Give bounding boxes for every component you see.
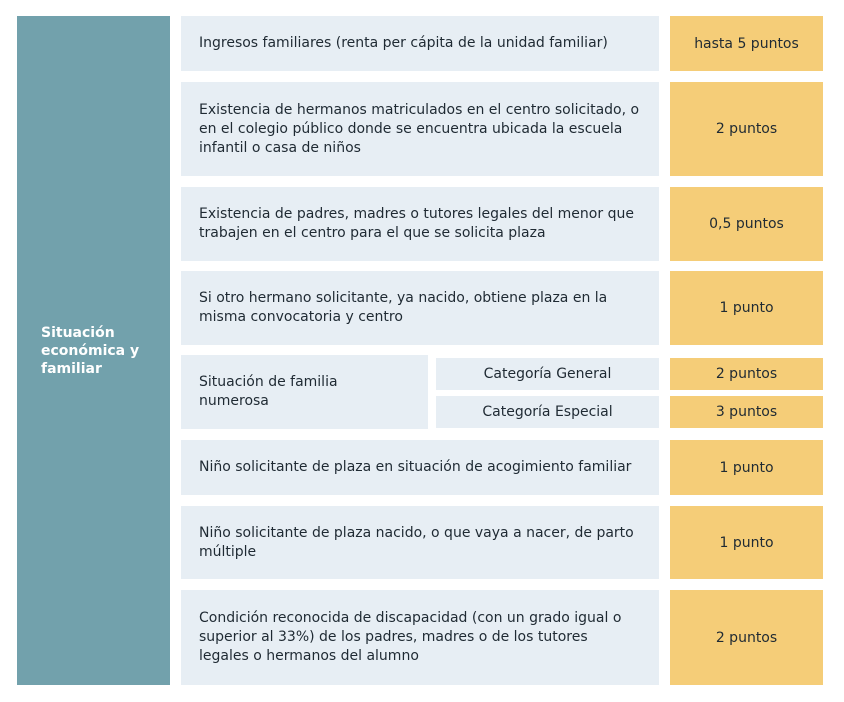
criterion-text: Niño solicitante de plaza en situación de acogimiento familiar — [199, 459, 632, 475]
large-family-cell — [181, 355, 428, 429]
criterion-text: Niño solicitante de plaza nacido, o que vaya a nacer, de parto múltiple — [199, 524, 634, 560]
points-cell — [670, 271, 823, 345]
points-text: 1 punto — [719, 300, 774, 316]
criterion-text: Condición reconocida de discapacidad (con un grado igual o superior al 33%) de los padres, madres o de los tutores legales o hermanos del alumno — [199, 610, 622, 664]
category-special-text: Categoría Especial — [482, 404, 613, 420]
category-general-cell — [436, 358, 659, 390]
points-text: 2 puntos — [715, 629, 778, 646]
criterion-cell — [181, 187, 659, 261]
points-text: 1 punto — [719, 534, 774, 551]
category-general-text: Categoría General — [483, 366, 612, 382]
points-cell — [670, 82, 823, 176]
criterion-cell — [181, 440, 659, 495]
points-cell — [670, 506, 823, 579]
points-text: 0,5 puntos — [709, 216, 784, 232]
category-special-points: 3 puntos — [715, 404, 778, 420]
criterion-cell — [181, 16, 659, 71]
points-cell — [670, 187, 823, 261]
category-special-points-cell — [670, 396, 823, 428]
criterion-cell — [181, 590, 659, 685]
criterion-text: Existencia de hermanos matriculados en el centro solicitado, o en el colegio público donde se encuentra ubicada la escuela infantil o casa de niños — [199, 101, 640, 156]
section-header — [17, 16, 170, 685]
points-text: 1 punto — [719, 459, 774, 476]
criterion-cell — [181, 271, 659, 345]
large-family-text: Situación de familia numerosa — [199, 374, 338, 409]
points-text: hasta 5 puntos — [694, 35, 799, 52]
points-cell — [670, 590, 823, 685]
points-cell — [670, 16, 823, 71]
criterion-cell — [181, 82, 659, 176]
points-cell — [670, 440, 823, 495]
criterion-text: Si otro hermano solicitante, ya nacido, obtiene plaza en la misma convocatoria y centro — [199, 290, 608, 325]
category-general-points: 2 puntos — [715, 366, 778, 382]
category-general-points-cell — [670, 358, 823, 390]
section-label: Situación económica y familiar — [41, 324, 140, 377]
criterion-cell — [181, 506, 659, 579]
criterion-text: Ingresos familiares (renta per cápita de la unidad familiar) — [199, 35, 608, 51]
criterion-text: Existencia de padres, madres o tutores legales del menor que trabajen en el centro para el que se solicita plaza — [199, 206, 634, 241]
category-special-cell — [436, 396, 659, 428]
points-text: 2 puntos — [715, 121, 778, 137]
